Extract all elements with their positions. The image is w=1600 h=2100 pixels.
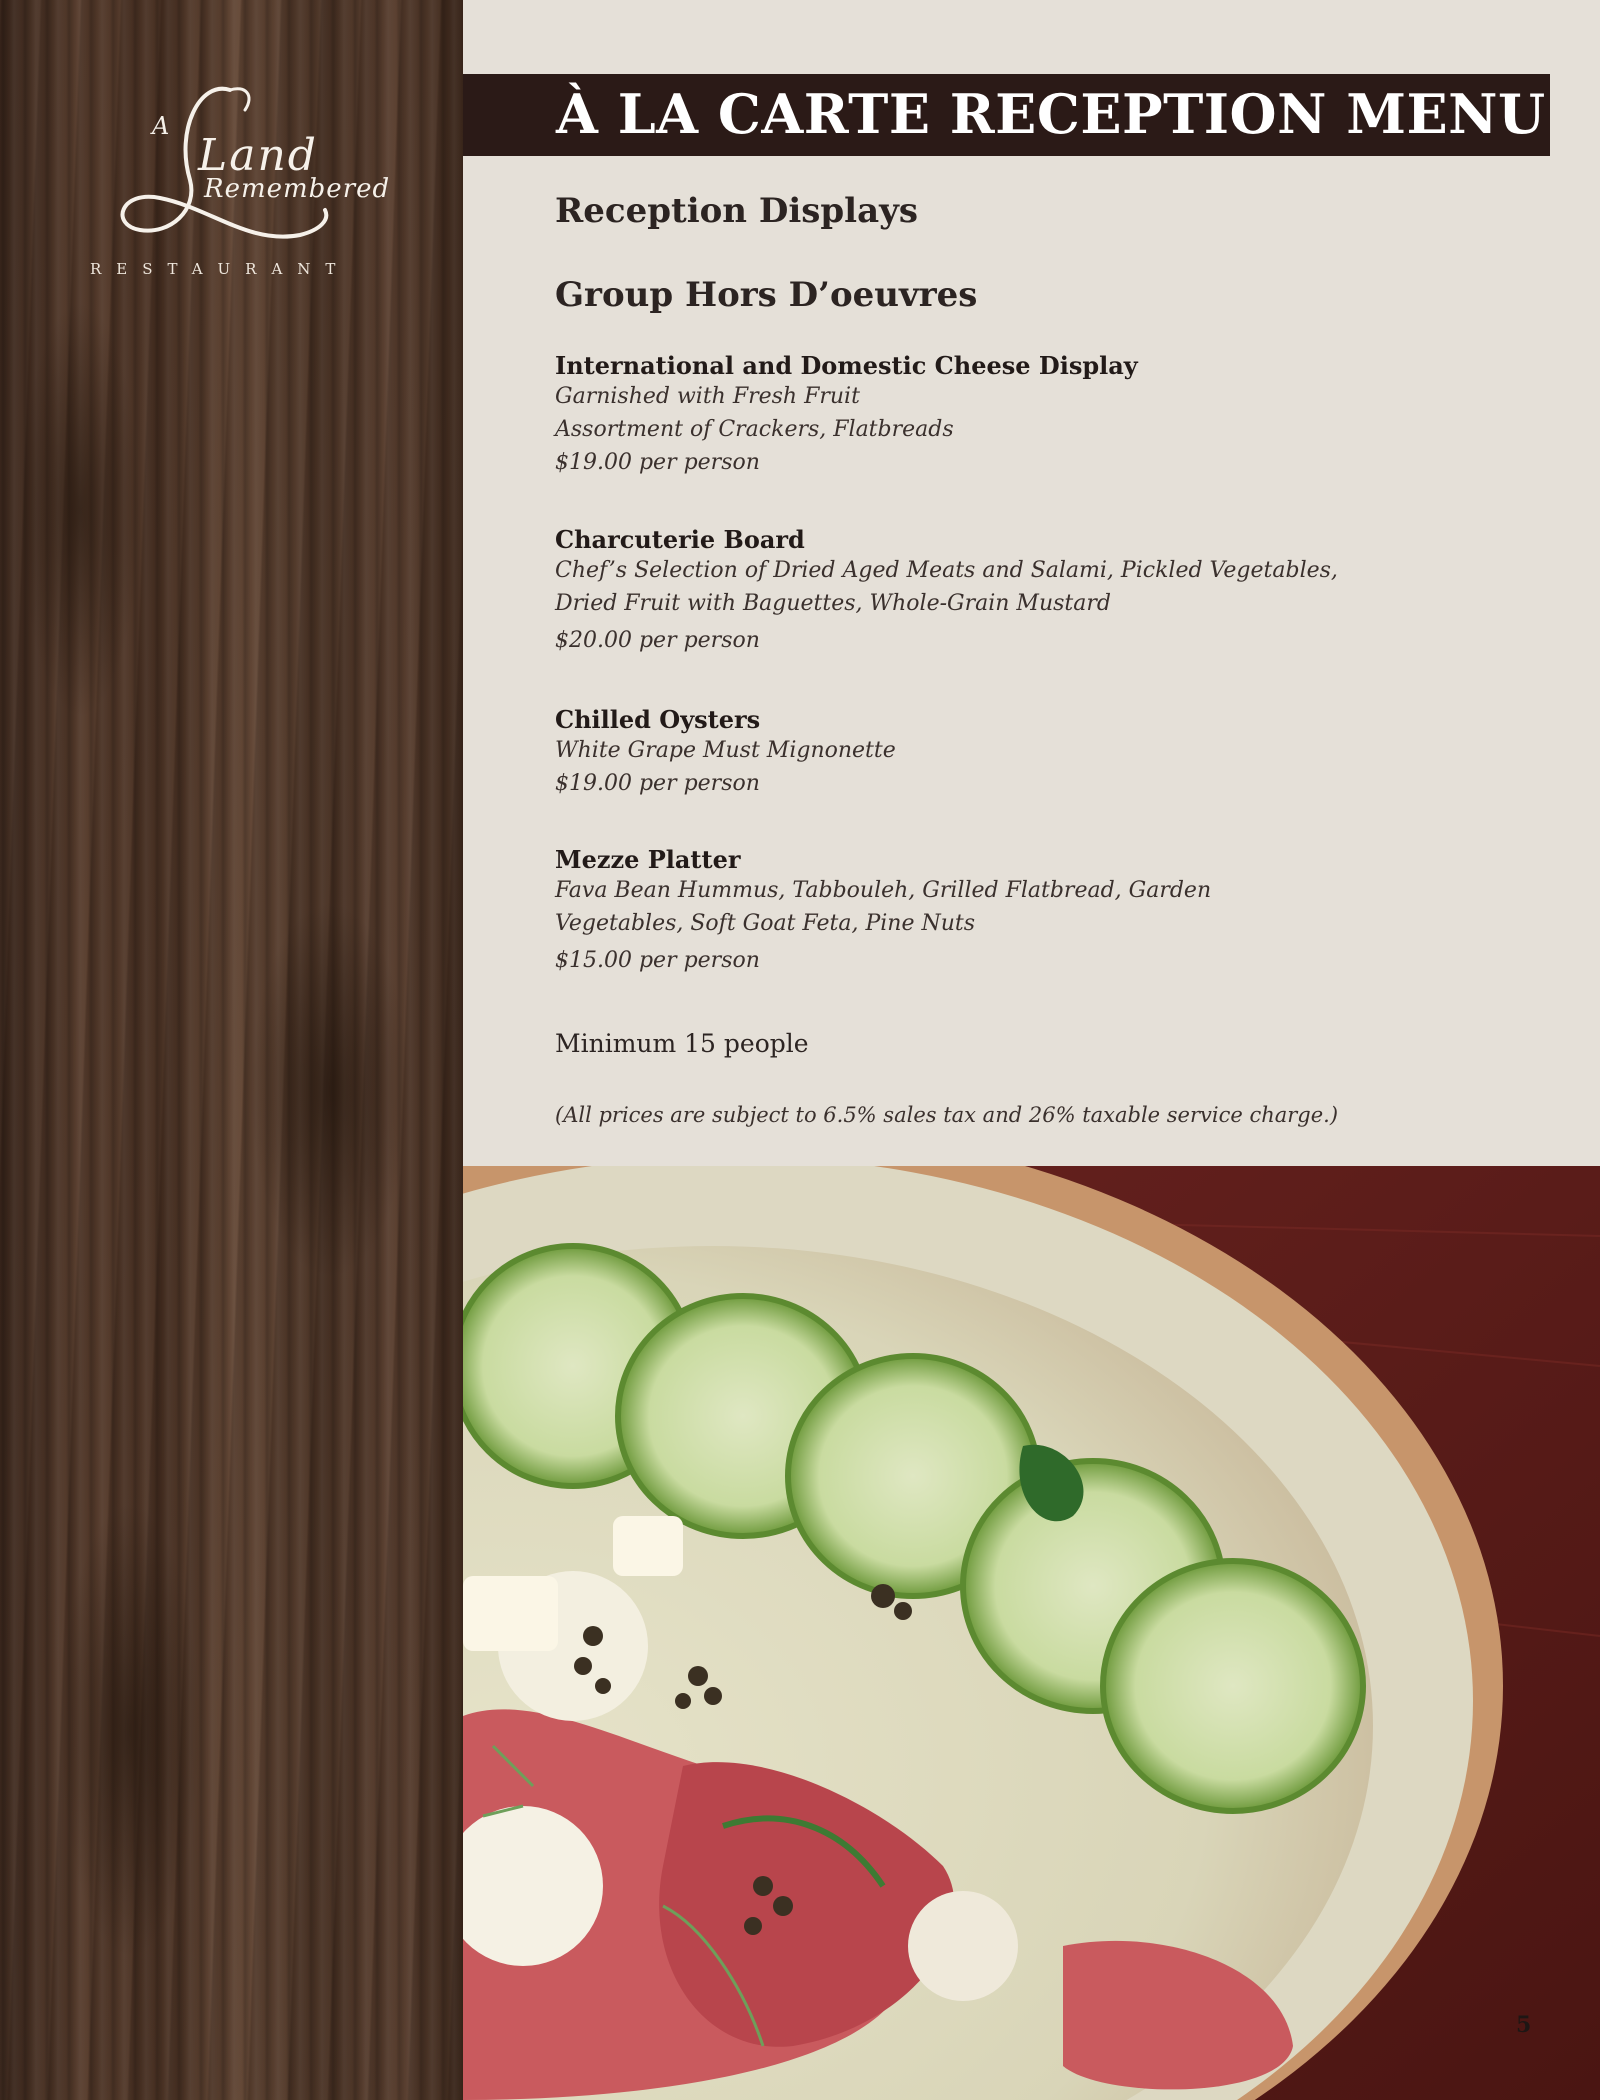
menu-item [555, 351, 1138, 479]
menu-item-name: Chilled Oysters [555, 705, 761, 734]
title-bar [463, 74, 1550, 156]
menu-item-price: $19.00 per person [555, 771, 760, 796]
minimum-note: Minimum 15 people [555, 1029, 809, 1058]
wood-sidebar [0, 0, 463, 2100]
menu-item-name: International and Domestic Cheese Display [555, 351, 1138, 380]
logo-land: Land [198, 130, 318, 181]
price-disclaimer: (All prices are subject to 6.5% sales tax and 26% taxable service charge.) [555, 1103, 1339, 1127]
menu-item-price: $15.00 per person [555, 948, 760, 973]
menu-item-desc: Vegetables, Soft Goat Feta, Pine Nuts [555, 911, 976, 936]
menu-item-name: Mezze Platter [555, 845, 741, 874]
menu-item-desc: White Grape Must Mignonette [555, 738, 896, 763]
page-number: 5 [1516, 2012, 1532, 2038]
menu-item-desc: Assortment of Crackers, Flatbreads [555, 417, 954, 442]
menu-item-price: $19.00 per person [555, 450, 760, 475]
menu-item-name: Charcuterie Board [555, 525, 805, 554]
menu-item-price: $20.00 per person [555, 628, 760, 653]
page-title: À LA CARTE RECEPTION MENU [556, 82, 1546, 146]
restaurant-logo [80, 70, 391, 278]
food-photo [463, 1166, 1600, 2100]
menu-item-desc: Fava Bean Hummus, Tabbouleh, Grilled Flatbread, Garden [555, 878, 1212, 903]
menu-item [555, 845, 1211, 977]
logo-remembered: Remembered [204, 174, 391, 204]
menu-item-desc: Dried Fruit with Baguettes, Whole-Grain Mustard [555, 591, 1111, 616]
logo-restaurant: RESTAURANT [90, 260, 351, 278]
menu-item [555, 705, 896, 800]
section-heading-group-hors: Group Hors D’oeuvres [555, 275, 978, 315]
menu-item-desc: Garnished with Fresh Fruit [555, 384, 860, 409]
menu-item-desc: Chef’s Selection of Dried Aged Meats and Salami, Pickled Vegetables, [555, 558, 1338, 583]
section-heading-reception-displays: Reception Displays [555, 191, 919, 231]
logo-a: A [152, 112, 170, 140]
menu-item [555, 525, 1338, 657]
